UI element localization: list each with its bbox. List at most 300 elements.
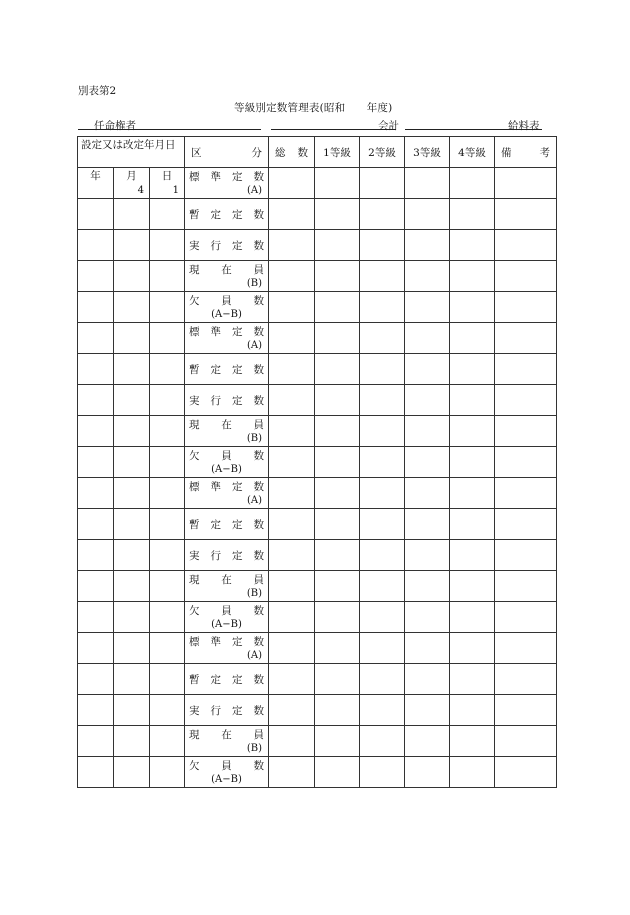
category-char: 在: [221, 729, 232, 741]
value-cell[interactable]: [269, 447, 315, 478]
value-cell[interactable]: [269, 478, 315, 509]
value-cell[interactable]: [315, 323, 360, 354]
value-cell[interactable]: [405, 230, 450, 261]
category-char: 行: [210, 550, 221, 562]
date-cell: [150, 509, 185, 540]
value-cell[interactable]: [315, 571, 360, 602]
category-char: 数: [253, 519, 264, 531]
category-char: 定: [232, 171, 243, 183]
category-cell-actual: [185, 695, 269, 726]
date-cell: [78, 509, 114, 540]
category-cell-vacancy: [185, 602, 269, 633]
value-cell[interactable]: [360, 292, 405, 323]
date-month-value: 4: [137, 185, 144, 196]
value-cell[interactable]: [495, 602, 557, 633]
value-cell[interactable]: [360, 168, 405, 199]
value-cell[interactable]: [405, 416, 450, 447]
category-char: 数: [253, 295, 264, 307]
category-char: 暫: [189, 209, 200, 221]
category-char: 実: [189, 705, 200, 717]
date-cell: [114, 323, 150, 354]
category-char: 定: [232, 326, 243, 338]
category-cell-standard: [185, 633, 269, 664]
value-cell[interactable]: [405, 199, 450, 230]
value-cell[interactable]: [269, 199, 315, 230]
category-char: 数: [253, 705, 264, 717]
date-cell: [150, 633, 185, 664]
date-cell: [114, 571, 150, 602]
value-cell[interactable]: [405, 509, 450, 540]
category-char: 現: [189, 264, 200, 276]
category-sub-label: (A−B): [211, 774, 242, 785]
value-cell[interactable]: [450, 509, 495, 540]
category-char: 員: [253, 264, 264, 276]
table-row: [78, 633, 557, 664]
table-row: [78, 323, 557, 354]
value-cell[interactable]: [360, 726, 405, 757]
date-cell: [150, 540, 185, 571]
date-cell: [150, 354, 185, 385]
date-cell: [150, 261, 185, 292]
value-cell[interactable]: [360, 664, 405, 695]
value-cell[interactable]: [450, 416, 495, 447]
date-cell: [114, 695, 150, 726]
category-char: 標: [189, 326, 200, 338]
table-row: [78, 447, 557, 478]
value-cell[interactable]: [315, 695, 360, 726]
date-cell: [78, 323, 114, 354]
value-cell[interactable]: [405, 633, 450, 664]
category-char: 定: [232, 674, 243, 686]
table-row: [78, 695, 557, 726]
date-cell: [150, 230, 185, 261]
category-char: 在: [221, 419, 232, 431]
category-cell-actual: [185, 540, 269, 571]
value-cell[interactable]: [269, 230, 315, 261]
value-cell[interactable]: [269, 540, 315, 571]
value-cell[interactable]: [495, 323, 557, 354]
category-char: 実: [189, 395, 200, 407]
date-cell: [114, 602, 150, 633]
value-cell[interactable]: [495, 385, 557, 416]
date-cell: [114, 540, 150, 571]
value-cell[interactable]: [405, 478, 450, 509]
date-cell: [78, 478, 114, 509]
date-cell: [78, 633, 114, 664]
category-char: 欠: [189, 605, 200, 617]
grade2-header: 2等級: [360, 137, 405, 168]
value-cell[interactable]: [495, 292, 557, 323]
category-char: 標: [189, 481, 200, 493]
category-char: 定: [232, 550, 243, 562]
value-cell[interactable]: [405, 354, 450, 385]
category-char: 員: [253, 419, 264, 431]
value-cell[interactable]: [360, 757, 405, 788]
value-cell[interactable]: [450, 664, 495, 695]
value-cell[interactable]: [450, 478, 495, 509]
value-cell[interactable]: [315, 478, 360, 509]
value-cell[interactable]: [360, 261, 405, 292]
category-char: 定: [232, 364, 243, 376]
value-cell[interactable]: [360, 416, 405, 447]
category-char: 定: [210, 209, 221, 221]
value-cell[interactable]: [360, 447, 405, 478]
remarks-header-char: 考: [539, 146, 550, 159]
date-cell: [150, 602, 185, 633]
category-char: 準: [210, 481, 221, 493]
category-char: 員: [253, 574, 264, 586]
date-day-value: 1: [172, 185, 179, 196]
date-year-label: 年: [90, 170, 101, 182]
value-cell[interactable]: [315, 354, 360, 385]
date-cell: [114, 757, 150, 788]
value-cell[interactable]: [315, 757, 360, 788]
category-cell-standard: [185, 323, 269, 354]
category-char: 数: [253, 550, 264, 562]
value-cell[interactable]: [495, 230, 557, 261]
value-cell[interactable]: [405, 695, 450, 726]
value-cell[interactable]: [495, 168, 557, 199]
date-cell: [78, 757, 114, 788]
value-cell[interactable]: [405, 664, 450, 695]
category-sub-label: (A): [246, 340, 262, 351]
value-cell[interactable]: [360, 199, 405, 230]
date-cell: [150, 323, 185, 354]
category-cell-provisional: [185, 199, 269, 230]
category-header-char: 区: [191, 146, 202, 159]
value-cell[interactable]: [450, 261, 495, 292]
remarks-header-char: 備: [501, 146, 512, 159]
date-month-label: 月: [126, 170, 137, 182]
value-cell[interactable]: [315, 633, 360, 664]
value-cell[interactable]: [269, 602, 315, 633]
table-row: [78, 385, 557, 416]
category-cell-actual: [185, 385, 269, 416]
category-char: 欠: [189, 760, 200, 772]
document-title: 等級別定数管理表(昭和 年度): [234, 102, 393, 114]
category-char: 実: [189, 240, 200, 252]
category-char: 員: [221, 760, 232, 772]
category-char: 定: [210, 364, 221, 376]
total-header-char: 総: [275, 146, 286, 159]
value-cell[interactable]: [450, 323, 495, 354]
date-cell: [114, 354, 150, 385]
value-cell[interactable]: [360, 385, 405, 416]
date-cell: [78, 354, 114, 385]
table-row: [78, 540, 557, 571]
value-cell[interactable]: [450, 571, 495, 602]
value-cell[interactable]: [315, 447, 360, 478]
remarks-header: [495, 137, 557, 168]
table-row: [78, 664, 557, 695]
category-sub-label: (A−B): [211, 309, 242, 320]
category-sub-label: (B): [246, 743, 262, 754]
category-char: 準: [210, 636, 221, 648]
value-cell[interactable]: [405, 261, 450, 292]
category-cell-current: [185, 726, 269, 757]
value-cell[interactable]: [315, 385, 360, 416]
table-row: [78, 292, 557, 323]
grade-quota-table: [77, 136, 557, 788]
date-cell: [78, 261, 114, 292]
value-cell[interactable]: [495, 571, 557, 602]
value-cell[interactable]: [360, 540, 405, 571]
date-cell: [114, 447, 150, 478]
value-cell[interactable]: [495, 664, 557, 695]
value-cell[interactable]: [405, 323, 450, 354]
value-cell[interactable]: [495, 478, 557, 509]
table-row: [78, 230, 557, 261]
value-cell[interactable]: [360, 633, 405, 664]
category-char: 数: [253, 326, 264, 338]
date-cell: [150, 199, 185, 230]
date-cell: [78, 385, 114, 416]
value-cell[interactable]: [405, 571, 450, 602]
value-cell[interactable]: [495, 633, 557, 664]
value-cell[interactable]: [269, 416, 315, 447]
category-sub-label: (B): [246, 588, 262, 599]
category-char: 員: [221, 450, 232, 462]
date-cell: [78, 292, 114, 323]
value-cell[interactable]: [315, 416, 360, 447]
date-cell: [150, 695, 185, 726]
category-char: 定: [232, 395, 243, 407]
value-cell[interactable]: [450, 540, 495, 571]
value-cell[interactable]: [405, 168, 450, 199]
date-cell: [114, 509, 150, 540]
table-row: [78, 199, 557, 230]
category-char: 定: [210, 519, 221, 531]
table-row: [78, 261, 557, 292]
accounting-label: 会計: [378, 120, 399, 132]
value-cell[interactable]: [269, 633, 315, 664]
category-sub-label: (A−B): [211, 619, 242, 630]
category-char: 欠: [189, 450, 200, 462]
salary-table-underline: [405, 129, 542, 130]
category-char: 定: [232, 481, 243, 493]
value-cell[interactable]: [450, 230, 495, 261]
value-cell[interactable]: [269, 726, 315, 757]
value-cell[interactable]: [269, 757, 315, 788]
value-cell[interactable]: [405, 292, 450, 323]
category-char: 定: [210, 674, 221, 686]
value-cell[interactable]: [315, 726, 360, 757]
value-cell[interactable]: [405, 757, 450, 788]
value-cell[interactable]: [450, 447, 495, 478]
category-cell-vacancy: [185, 292, 269, 323]
category-char: 数: [253, 450, 264, 462]
table-row: [78, 509, 557, 540]
category-char: 暫: [189, 364, 200, 376]
category-char: 暫: [189, 674, 200, 686]
value-cell[interactable]: [495, 354, 557, 385]
category-char: 数: [253, 240, 264, 252]
table-row: [78, 416, 557, 447]
category-char: 現: [189, 574, 200, 586]
category-char: 員: [221, 295, 232, 307]
grade3-header: 3等級: [405, 137, 450, 168]
date-cell: [114, 726, 150, 757]
table-row: [78, 478, 557, 509]
category-cell-standard: [185, 168, 269, 199]
value-cell[interactable]: [495, 416, 557, 447]
date-cell: [114, 230, 150, 261]
category-cell-vacancy: [185, 757, 269, 788]
value-cell[interactable]: [405, 447, 450, 478]
date-cell: [114, 664, 150, 695]
value-cell[interactable]: [360, 602, 405, 633]
table-row: [78, 602, 557, 633]
category-char: 在: [221, 264, 232, 276]
category-char: 実: [189, 550, 200, 562]
grade1-header: 1等級: [315, 137, 360, 168]
category-char: 現: [189, 419, 200, 431]
value-cell[interactable]: [269, 509, 315, 540]
value-cell[interactable]: [269, 292, 315, 323]
category-char: 数: [253, 481, 264, 493]
category-char: 数: [253, 209, 264, 221]
date-cell: [114, 292, 150, 323]
value-cell[interactable]: [450, 726, 495, 757]
category-char: 標: [189, 636, 200, 648]
category-char: 数: [253, 395, 264, 407]
grade4-header: 4等級: [450, 137, 495, 168]
category-sub-label: (A): [246, 185, 262, 196]
category-header-char: 分: [251, 146, 262, 159]
value-cell[interactable]: [405, 385, 450, 416]
table-row: [78, 354, 557, 385]
category-cell-current: [185, 571, 269, 602]
date-cell: [150, 571, 185, 602]
value-cell[interactable]: [495, 199, 557, 230]
value-cell[interactable]: [315, 230, 360, 261]
date-cell: [150, 726, 185, 757]
total-header: [269, 137, 315, 168]
value-cell[interactable]: [269, 354, 315, 385]
value-cell[interactable]: [315, 261, 360, 292]
date-cell: [114, 633, 150, 664]
date-cell: [150, 385, 185, 416]
category-char: 数: [253, 605, 264, 617]
total-header-char: 数: [297, 146, 308, 159]
category-char: 数: [253, 636, 264, 648]
category-char: 定: [232, 636, 243, 648]
value-cell[interactable]: [450, 354, 495, 385]
category-cell-provisional: [185, 664, 269, 695]
value-cell[interactable]: [269, 168, 315, 199]
value-cell[interactable]: [315, 199, 360, 230]
category-char: 欠: [189, 295, 200, 307]
category-char: 準: [210, 171, 221, 183]
value-cell[interactable]: [450, 385, 495, 416]
value-cell[interactable]: [495, 695, 557, 726]
value-cell[interactable]: [495, 757, 557, 788]
category-sub-label: (B): [246, 278, 262, 289]
value-cell[interactable]: [405, 540, 450, 571]
date-cell: [150, 416, 185, 447]
category-char: 定: [232, 705, 243, 717]
value-cell[interactable]: [450, 199, 495, 230]
date-cell: [114, 478, 150, 509]
table-row: [78, 757, 557, 788]
date-cell: [78, 571, 114, 602]
date-cell: [114, 416, 150, 447]
value-cell[interactable]: [315, 664, 360, 695]
category-char: 定: [232, 519, 243, 531]
value-cell[interactable]: [495, 726, 557, 757]
category-char: 行: [210, 395, 221, 407]
value-cell[interactable]: [269, 664, 315, 695]
value-cell[interactable]: [360, 354, 405, 385]
category-char: 定: [232, 209, 243, 221]
value-cell[interactable]: [315, 602, 360, 633]
date-cell: [78, 168, 114, 199]
table-row: [78, 571, 557, 602]
category-cell-current: [185, 261, 269, 292]
set-date-header-text: 設定又は改定年月日: [81, 139, 176, 151]
value-cell[interactable]: [450, 757, 495, 788]
category-cell-vacancy: [185, 447, 269, 478]
value-cell[interactable]: [269, 323, 315, 354]
date-cell: [78, 695, 114, 726]
value-cell[interactable]: [315, 168, 360, 199]
value-cell[interactable]: [315, 540, 360, 571]
value-cell[interactable]: [360, 695, 405, 726]
category-char: 員: [253, 729, 264, 741]
category-header: [185, 137, 269, 168]
value-cell[interactable]: [315, 292, 360, 323]
value-cell[interactable]: [450, 633, 495, 664]
category-char: 暫: [189, 519, 200, 531]
value-cell[interactable]: [360, 509, 405, 540]
value-cell[interactable]: [269, 261, 315, 292]
value-cell[interactable]: [450, 602, 495, 633]
value-cell[interactable]: [450, 292, 495, 323]
value-cell[interactable]: [405, 602, 450, 633]
category-sub-label: (B): [246, 433, 262, 444]
value-cell[interactable]: [360, 478, 405, 509]
date-cell: [78, 664, 114, 695]
date-cell: [78, 447, 114, 478]
category-char: 現: [189, 729, 200, 741]
date-cell: [78, 199, 114, 230]
value-cell[interactable]: [360, 323, 405, 354]
value-cell[interactable]: [360, 571, 405, 602]
value-cell[interactable]: [495, 540, 557, 571]
date-cell: [114, 168, 150, 199]
value-cell[interactable]: [450, 695, 495, 726]
value-cell[interactable]: [269, 385, 315, 416]
value-cell[interactable]: [269, 695, 315, 726]
category-char: 定: [232, 240, 243, 252]
date-cell: [78, 540, 114, 571]
category-char: 準: [210, 326, 221, 338]
value-cell[interactable]: [405, 726, 450, 757]
value-cell[interactable]: [495, 261, 557, 292]
date-cell: [78, 416, 114, 447]
value-cell[interactable]: [360, 230, 405, 261]
date-cell: [150, 292, 185, 323]
annex-label: 別表第2: [78, 85, 117, 97]
value-cell[interactable]: [315, 509, 360, 540]
value-cell[interactable]: [495, 509, 557, 540]
category-char: 数: [253, 171, 264, 183]
value-cell[interactable]: [450, 168, 495, 199]
category-cell-provisional: [185, 509, 269, 540]
date-cell: [150, 664, 185, 695]
value-cell[interactable]: [269, 571, 315, 602]
value-cell[interactable]: [495, 447, 557, 478]
